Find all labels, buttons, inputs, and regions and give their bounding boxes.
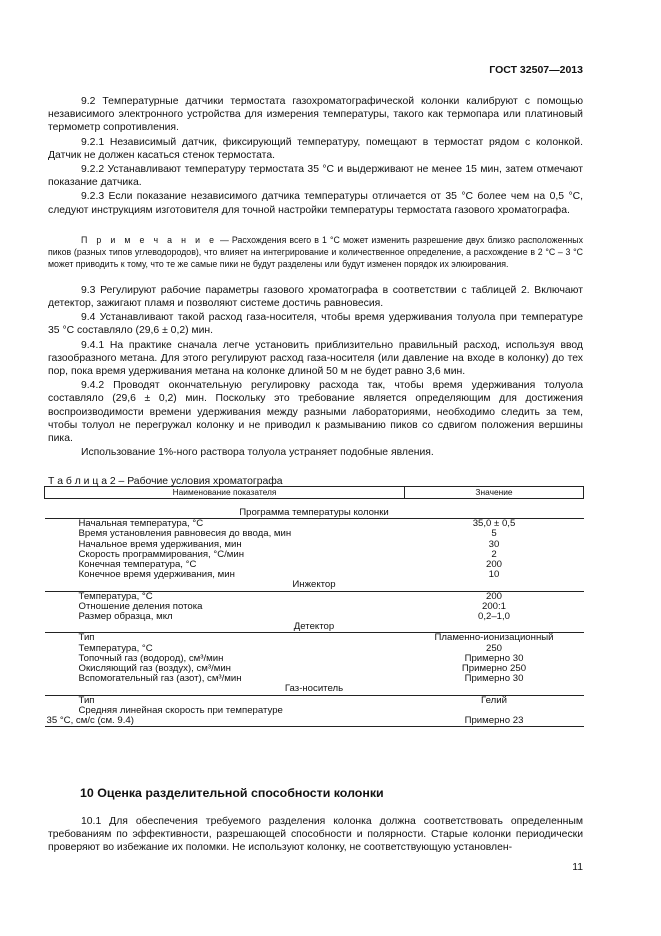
param-name: Отношение деления потока bbox=[78, 600, 203, 612]
note-label: П р и м е ч а н и е bbox=[81, 234, 217, 245]
param-value: 0,2–1,0 bbox=[477, 611, 510, 623]
param-value: 200 bbox=[485, 590, 502, 602]
group-detector: Детектор bbox=[45, 622, 584, 633]
param-value: Примерно 30 bbox=[464, 652, 524, 664]
param-value: Примерно 30 bbox=[464, 673, 524, 685]
table-caption: Т а б л и ц а 2 – Рабочие условия хроматографа bbox=[48, 476, 283, 487]
column-header-value: Значение bbox=[405, 487, 584, 499]
paragraph-9-3: 9.3 Регулируют рабочие параметры газового хроматографа в соответствии с таблицей 2. Включают детектор, зажигают пламя и позволяют системе достичь равновесия. bbox=[48, 284, 583, 310]
param-name: Начальное время удерживания, мин bbox=[78, 538, 242, 550]
main-text bbox=[48, 95, 583, 460]
param-name: 35 °С, см/с (см. 9.4) bbox=[46, 715, 134, 727]
param-value: 200:1 bbox=[481, 600, 506, 612]
paragraph-9-4-2: 9.4.2 Проводят окончательную регулировку расхода так, чтобы время удерживания толуола составляло (29,6 ± 0,2) мин. Поскольку это требование является определяющим для достижения воспроизводимости времени удерживания между разными лабораториями, необходимо следить за тем, чтобы толуол не перегружал колонку и не приводил к размыванию пиков со сдвигом положения вершины пика. bbox=[48, 380, 583, 445]
note-text: — Расхождения всего в 1 °С может изменить разрешение двух близко расположенных пиков (разных типов углеводородов), что влияет на интегрирование и количественное определение, а расхождение в 2 °С – 3 °С может приводить к тому, что те же самые пики не будут разделены или будут изменен порядок их элюирования. bbox=[48, 234, 583, 269]
section-10-heading: 10 Оценка разделительной способности колонки bbox=[80, 786, 384, 800]
param-value: 200 bbox=[485, 559, 502, 571]
param-name: Температура, °С bbox=[78, 590, 153, 602]
param-value: Пламенно-ионизационный bbox=[434, 632, 554, 644]
document-header: ГОСТ 32507—2013 bbox=[489, 64, 583, 76]
param-value: Гелий bbox=[481, 694, 507, 706]
param-name: Окисляющий газ (воздух), см³/мин bbox=[78, 663, 231, 675]
paragraph-toluene: Использование 1%-ного раствора толуола устраняет подобные явления. bbox=[81, 447, 434, 459]
param-name: Начальная температура, °С bbox=[78, 518, 204, 530]
note bbox=[48, 234, 583, 270]
paragraph-9-2-1: 9.2.1 Независимый датчик, фиксирующий температуру, помещают в термостат рядом с колонкой. Датчик не должен касаться стенок термостата. bbox=[48, 136, 583, 161]
param-value: 250 bbox=[485, 642, 502, 654]
param-name: Размер образца, мкл bbox=[78, 611, 173, 623]
section-10-text bbox=[48, 815, 583, 856]
paragraph-9-2-3: 9.2.3 Если показание независимого датчика температуры отличается от 35 °С более чем на 0,5 °С, следуют инструкциям изготовителя для точной настройки температуры термостата газового хроматографа. bbox=[48, 191, 583, 216]
table-row bbox=[45, 716, 584, 727]
paragraph-9-4-1: 9.4.1 На практике сначала легче установить приблизительно правильный расход, используя ввод газообразного метана. Для этого регулируют расход газа-носителя (или давление на входе в колонку) до тех пор, пока время удерживания метана на колонке длиной 50 м не будет равно 3,6 мин. bbox=[48, 339, 583, 378]
group-program: Программа температуры колонки bbox=[45, 508, 584, 519]
param-name: Вспомогательный газ (азот), см³/мин bbox=[78, 673, 242, 685]
paragraph-9-2-2: 9.2.2 Устанавливают температуру термостата 35 °С и выдерживают не менее 15 мин, затем отмечают показание датчика. bbox=[48, 164, 583, 189]
param-name: Тип bbox=[78, 632, 95, 644]
param-name: Топочный газ (водород), см³/мин bbox=[78, 652, 224, 664]
param-name: Средняя линейная скорость при температуре bbox=[78, 704, 283, 716]
paragraph-9-4: 9.4 Устанавливают такой расход газа-носителя, чтобы время удерживания толуола при температуре 35 °С составляло (29,6 ± 0,2) мин. bbox=[48, 312, 583, 337]
param-name: Конечная температура, °С bbox=[78, 559, 197, 571]
paragraph-9-2: 9.2 Температурные датчики термостата газохроматографической колонки калибруют с помощью независимого электронного устройства для измерения температуры, такого как термопара или платиновый термометр сопротивления. bbox=[48, 96, 583, 134]
conditions-table bbox=[44, 486, 584, 727]
param-value: 5 bbox=[491, 528, 497, 540]
group-carrier-gas: Газ-носитель bbox=[45, 684, 584, 695]
paragraph-10-1: 10.1 Для обеспечения требуемого разделения колонка должна соответствовать определенным требованиям по эффективности, разрешающей способности и полярности. Старые колонки периодически проверяют во избежание их поломки. Не используют колонку, не соответствующую установлен- bbox=[48, 816, 583, 854]
param-value: 30 bbox=[488, 538, 500, 550]
param-name: Тип bbox=[78, 694, 95, 706]
param-value: Примерно 23 bbox=[464, 715, 524, 727]
param-value: Примерно 250 bbox=[461, 663, 527, 675]
group-injector: Инжектор bbox=[45, 580, 584, 591]
column-header-name: Наименование показателя bbox=[45, 487, 405, 499]
param-name: Скорость программирования, °С/мин bbox=[78, 548, 245, 560]
param-name: Время установления равновесия до ввода, мин bbox=[78, 528, 292, 540]
param-value: 10 bbox=[488, 569, 500, 581]
param-value: 35,0 ± 0,5 bbox=[472, 518, 516, 530]
param-value: 2 bbox=[491, 548, 497, 560]
page-number: 11 bbox=[572, 862, 583, 873]
param-name: Температура, °С bbox=[78, 642, 153, 654]
param-name: Конечное время удерживания, мин bbox=[78, 569, 235, 581]
